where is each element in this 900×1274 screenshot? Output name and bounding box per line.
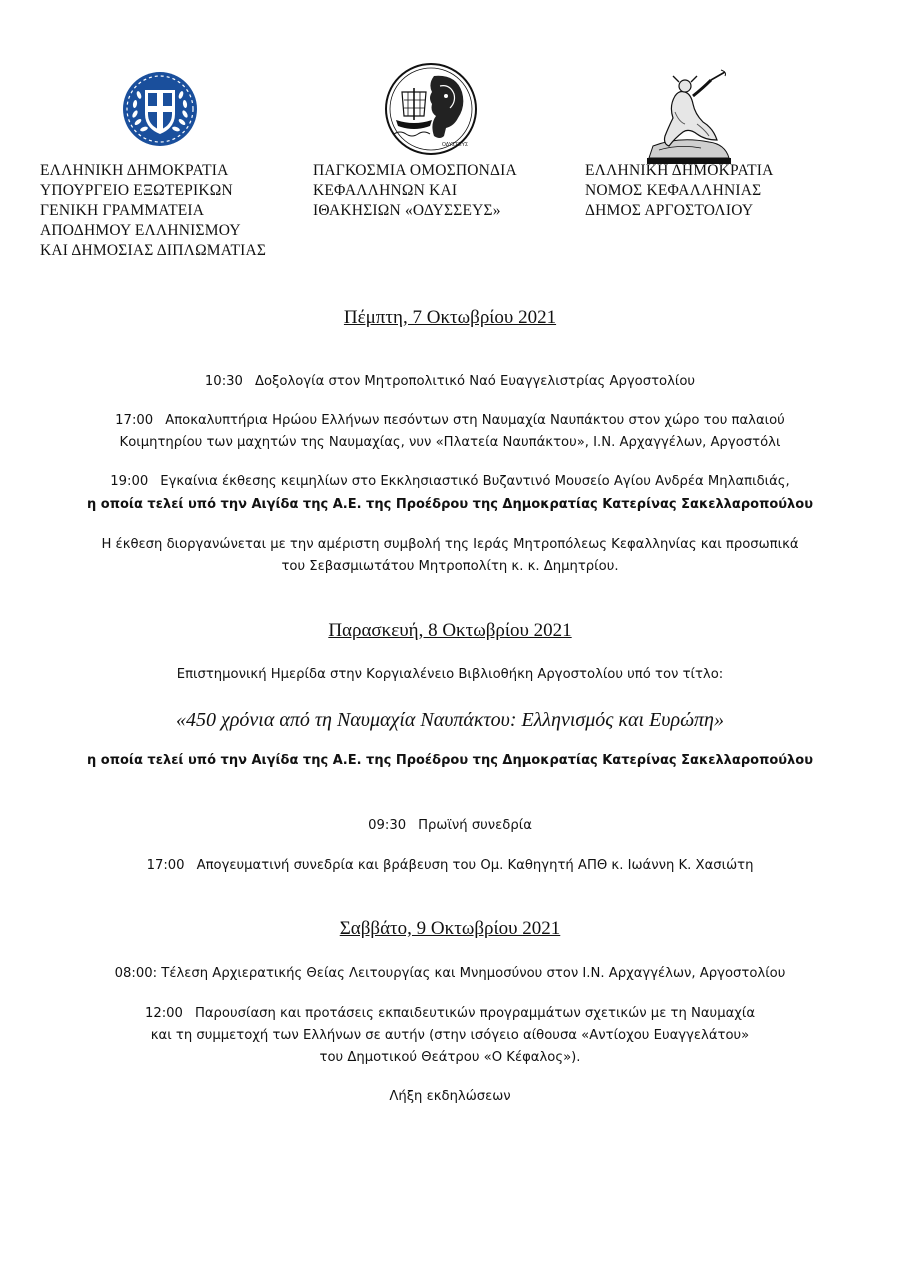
event-text: Αποκαλυπτήρια Ηρώου Ελλήνων πεσόντων στη Ναυμαχία Ναυπάκτου στον χώρο του παλαιού xyxy=(165,413,785,428)
day2-conference-title: «450 χρόνια από τη Ναυμαχία Ναυπάκτου: Ελληνισμός και Ευρώπη» xyxy=(176,709,724,731)
day1-event-unveiling-cont: Κοιμητηρίου των μαχητών της Ναυμαχίας, νυν «Πλατεία Ναυπάκτου», Ι.Ν. Αρχαγγέλων, Αργοστόλι xyxy=(119,435,781,450)
event-time: 17:00 xyxy=(146,858,185,873)
greek-state-emblem-logo xyxy=(121,70,199,148)
event-text: Εγκαίνια έκθεσης κειμηλίων στο Εκκλησιαστικό Βυζαντινό Μουσείο Αγίου Ανδρέα Μηλαπιδιάς, xyxy=(160,474,790,489)
event-text: Παρουσίαση και προτάσεις εκπαιδευτικών προγραμμάτων σχετικών με τη Ναυμαχία xyxy=(194,1006,756,1021)
day1-event-exhibition xyxy=(0,471,900,493)
org-line: ΙΘΑΚΗΣΙΩΝ «ΟΔΥΣΣΕΥΣ» xyxy=(313,202,501,219)
event-time: 19:00 xyxy=(110,474,149,489)
org-municipality-block xyxy=(585,161,774,221)
day1-exhibition-note-cont: του Σεβασμιωτάτου Μητροπολίτη κ. κ. Δημητρίου. xyxy=(281,559,619,574)
event-time: 10:30 xyxy=(204,374,243,389)
org-federation-block xyxy=(313,161,517,221)
org-line: ΠΑΓΚΟΣΜΙΑ ΟΜΟΣΠΟΝΔΙΑ xyxy=(313,162,517,179)
day2-heading: Παρασκευή, 8 Οκτωβρίου 2021 xyxy=(328,620,572,641)
event-text: Απογευματινή συνεδρία και βράβευση του Ομ. Καθηγητή ΑΠΘ κ. Ιωάννη Κ. Χασιώτη xyxy=(196,858,754,873)
day1-event-doxology xyxy=(0,371,900,393)
org-line: ΚΕΦΑΛΛΗΝΩΝ ΚΑΙ xyxy=(313,182,458,199)
event-time: 09:30 xyxy=(368,818,407,833)
day1-exhibition-note: Η έκθεση διοργανώνεται με την αμέριστη συμβολή της Ιεράς Μητροπόλεως Κεφαλληνίας και προσωπικά xyxy=(101,537,799,552)
day3-event-presentation-cont: και τη συμμετοχή των Ελλήνων σε αυτήν (στην ισόγειο αίθουσα «Αντίοχου Ευαγγελάτου» xyxy=(150,1028,750,1043)
day1-heading: Πέμπτη, 7 Οκτωβρίου 2021 xyxy=(343,307,557,328)
org-line: ΓΕΝΙΚΗ ΓΡΑΜΜΑΤΕΙΑ xyxy=(40,202,205,219)
org-line: ΚΑΙ ΔΗΜΟΣΙΑΣ ΔΙΠΛΩΜΑΤΙΑΣ xyxy=(40,242,267,259)
event-text: Δοξολογία στον Μητροπολιτικό Ναό Ευαγγελιστρίας Αργοστολίου xyxy=(254,374,696,389)
day2-session-morning xyxy=(0,815,900,837)
odysseus-federation-seal-logo xyxy=(384,62,478,156)
event-text: Πρωϊνή συνεδρία xyxy=(418,818,532,833)
org-line: ΑΠΟΔΗΜΟΥ ΕΛΛΗΝΙΣΜΟΥ xyxy=(40,222,241,239)
event-time: 17:00 xyxy=(115,413,154,428)
org-line: ΔΗΜΟΣ ΑΡΓΟΣΤΟΛΙΟΥ xyxy=(585,202,754,219)
closing-text: Λήξη εκδηλώσεων xyxy=(389,1089,511,1104)
day2-patronage-note: η οποία τελεί υπό την Αιγίδα της Α.Ε. της Προέδρου της Δημοκρατίας Κατερίνας Σακελλαροπούλου xyxy=(86,753,813,768)
org-line: ΕΛΛΗΝΙΚΗ ΔΗΜΟΚΡΑΤΙΑ xyxy=(585,162,774,179)
day3-heading: Σαββάτο, 9 Οκτωβρίου 2021 xyxy=(339,918,561,939)
day1-patronage-note: η οποία τελεί υπό την Αιγίδα της Α.Ε. της Προέδρου της Δημοκρατίας Κατερίνας Σακελλαροπούλου xyxy=(86,497,813,512)
day3-event-presentation xyxy=(0,1003,900,1025)
day2-session-afternoon xyxy=(0,855,900,877)
day3-event-liturgy: 08:00: Τέλεση Αρχιερατικής Θείας Λειτουργίας και Μνημοσύνου στον Ι.Ν. Αρχαγγέλων, Αργοστολίου xyxy=(114,966,786,981)
day3-event-presentation-cont2: του Δημοτικού Θεάτρου «Ο Κέφαλος»). xyxy=(319,1050,581,1065)
day2-intro: Επιστημονική Ημερίδα στην Κοργιαλένειο Βιβλιοθήκη Αργοστολίου υπό τον τίτλο: xyxy=(176,667,724,682)
org-line: ΕΛΛΗΝΙΚΗ ΔΗΜΟΚΡΑΤΙΑ xyxy=(40,162,229,179)
day1-event-unveiling xyxy=(0,410,900,432)
seal-caption: ΟΔΥΣΣΕΥΣ xyxy=(442,142,469,148)
event-time: 12:00 xyxy=(144,1006,183,1021)
org-ministry-block xyxy=(40,161,266,261)
org-line: ΝΟΜΟΣ ΚΕΦΑΛΛΗΝΙΑΣ xyxy=(585,182,762,199)
org-line: ΥΠΟΥΡΓΕΙΟ ΕΞΩΤΕΡΙΚΩΝ xyxy=(40,182,233,199)
hermes-statue-logo xyxy=(639,66,739,166)
